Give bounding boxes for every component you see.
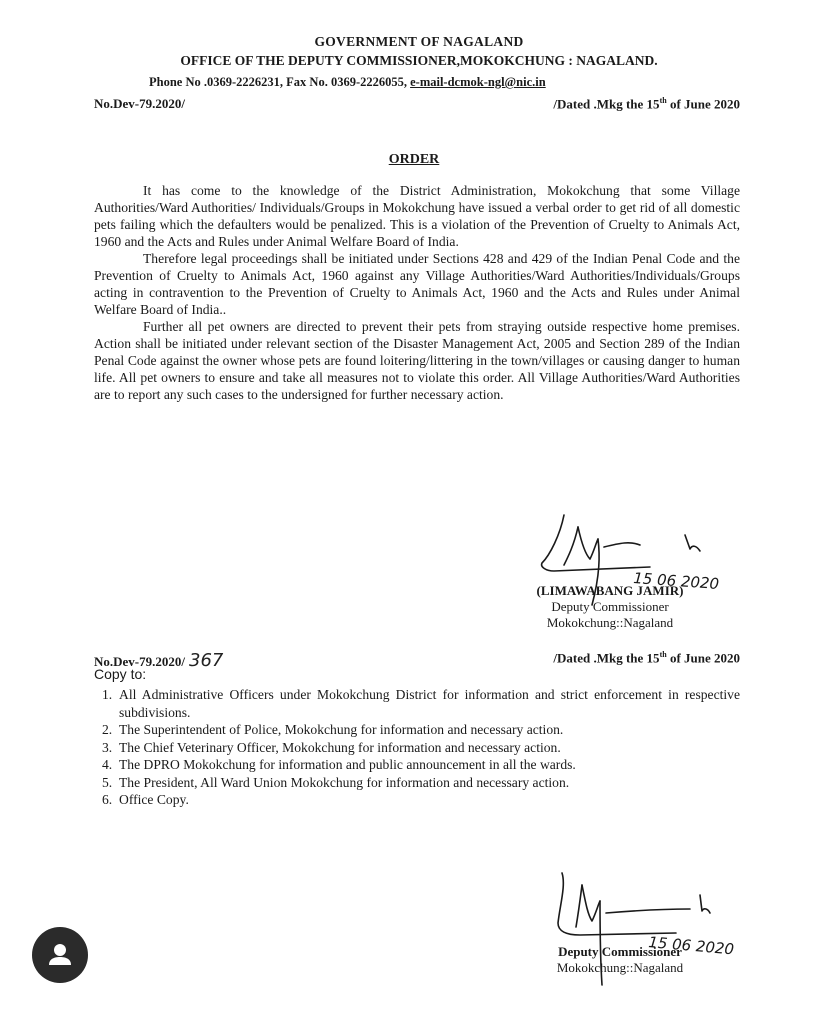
order-paragraph: It has come to the knowledge of the District Administration, Mokokchung that some Village Authorities/Ward Authorities/ Individuals/Groups in Mokokchung have issued a verbal order to get rid of all domestic pets failing which the defaulters would be penalized. This is a violation of the Prevention of Cruelty to Animals Act, 1960 and the Acts and Rules under Animal Welfare Board of India. bbox=[94, 183, 740, 249]
date-sup: th bbox=[659, 650, 667, 659]
date-sup: th bbox=[659, 96, 667, 105]
letterhead-government: GOVERNMENT OF NAGALAND bbox=[314, 34, 524, 49]
signatory-place: Mokokchung::Nagaland bbox=[546, 615, 674, 630]
item-text: The Chief Veterinary Officer, Mokokchung for information and necessary action. bbox=[119, 739, 561, 755]
copy-to-label: Copy to: bbox=[94, 666, 147, 682]
order-body bbox=[94, 182, 740, 403]
item-text: Office Copy. bbox=[119, 792, 189, 807]
reference-number-text: No.Dev-79.2020/ bbox=[94, 654, 185, 669]
letterhead-office: OFFICE OF THE DEPUTY COMMISSIONER,MOKOKCHUNG : NAGALAND. bbox=[180, 53, 658, 68]
copy-to-item bbox=[94, 774, 740, 792]
reference-date bbox=[553, 96, 740, 112]
signatory-place: Mokokchung::Nagaland bbox=[556, 960, 684, 975]
item-text: All Administrative Officers under Mokokchung District for information and strict enforcement in respective subdivisions. bbox=[119, 687, 740, 720]
item-number: 4. bbox=[102, 757, 113, 772]
copy-to-list bbox=[94, 686, 740, 809]
item-number: 6. bbox=[102, 792, 113, 807]
letterhead-contact bbox=[149, 75, 546, 90]
user-account-button[interactable] bbox=[32, 927, 88, 983]
date-suffix: of June 2020 bbox=[666, 96, 740, 112]
signature-block-2 bbox=[535, 944, 705, 976]
item-text: The Superintendent of Police, Mokokchung for information and necessary action. bbox=[119, 722, 564, 737]
order-paragraph: Further all pet owners are directed to prevent their pets from straying outside respective home premises. Action shall be initiated under relevant section of the Disaster Management Act, 2005 and Section 289 of the Indian Penal Code against the owner whose pets are found loitering/littering in the town/villages or causing danger to human life. All pet owners to ensure and take all measures not to violate this order. All Village Authorities/Ward Authorities are to report any such cases to the undersigned for further necessary action. bbox=[94, 319, 740, 402]
copy-to-item bbox=[94, 686, 740, 721]
order-paragraph: Therefore legal proceedings shall be initiated under Sections 428 and 429 of the Indian Penal Code and the Prevention of Cruelty to Animals Act, 1960 against any Village Authorities/Ward Authorities/Individuals/Groups acting in contravention to the Prevention of Cruelty to Animals Act, 1960 and the Acts and Rules under Animal Welfare Board of India.. bbox=[94, 251, 740, 317]
contact-email[interactable]: e-mail-dcmok-ngl@nic.in bbox=[410, 75, 546, 89]
handwritten-number: 367 bbox=[189, 650, 224, 671]
user-account-icon bbox=[32, 927, 88, 983]
signature-1-date: 15 06 2020 bbox=[632, 569, 720, 593]
order-title: ORDER bbox=[388, 152, 440, 167]
item-number: 1. bbox=[102, 687, 113, 702]
signatory-title: Deputy Commissioner bbox=[551, 599, 669, 614]
signatory-name: (LIMAWABANG JAMIR) bbox=[536, 583, 684, 598]
item-text: The DPRO Mokokchung for information and public announcement in all the wards. bbox=[119, 757, 576, 772]
reference-number: No.Dev-79.2020/ bbox=[94, 96, 185, 111]
copy-to-item bbox=[94, 756, 740, 774]
item-number: 3. bbox=[102, 739, 113, 755]
contact-phone-fax: Phone No .0369-2226231, Fax No. 0369-2226055, bbox=[149, 75, 411, 89]
letterhead bbox=[0, 34, 828, 89]
reference-date-bottom bbox=[553, 650, 740, 666]
date-suffix: of June 2020 bbox=[666, 650, 740, 666]
copy-to-item bbox=[94, 721, 740, 739]
date-prefix: /Dated .Mkg the 15 bbox=[553, 650, 660, 666]
signature-block-1 bbox=[520, 583, 700, 631]
item-number: 5. bbox=[102, 774, 113, 790]
signature-2-date: 15 06 2020 bbox=[647, 933, 735, 959]
signatory-title: Deputy Commissioner bbox=[558, 944, 682, 959]
date-prefix: /Dated .Mkg the 15 bbox=[553, 96, 660, 112]
item-number: 2. bbox=[102, 722, 113, 737]
item-text: The President, All Ward Union Mokokchung for information and necessary action. bbox=[119, 774, 570, 790]
copy-to-item bbox=[94, 739, 740, 757]
copy-to-item bbox=[94, 791, 740, 809]
